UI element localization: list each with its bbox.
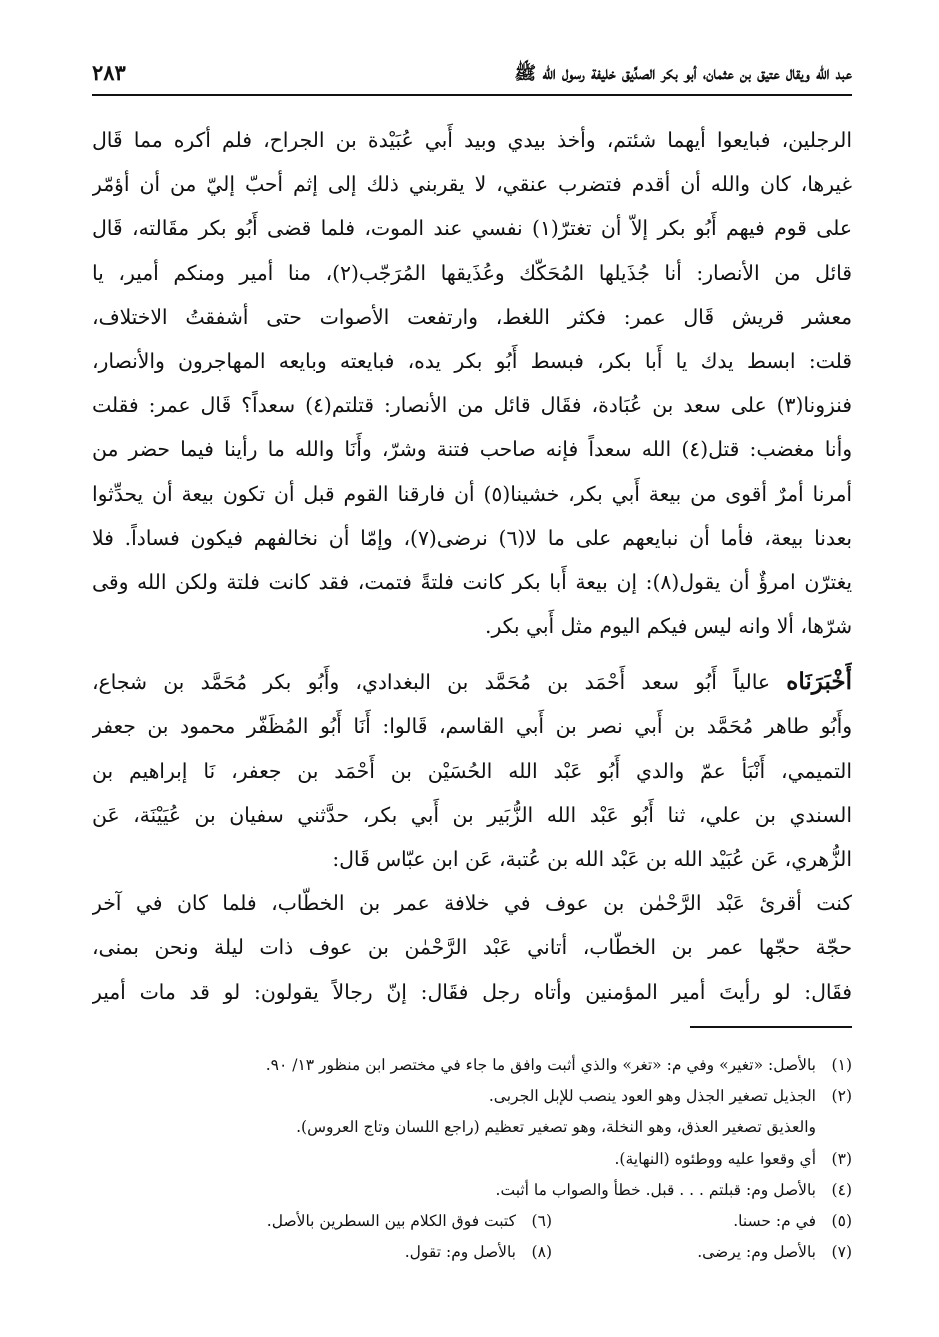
- footnote-number: (٤): [831, 1180, 852, 1199]
- text-line: غيرها، كان والله أن أقدم فتضرب عنقي، لا يقربني ذلك إلى إثم أحبّ إليّ من أن أؤمّر: [92, 172, 852, 197]
- footnote-number: (١): [831, 1056, 852, 1074]
- running-title: عبد الله ويقال عتيق بن عثمان، أبو بكر الصدِّيق خليفة رسول الله ﷺ: [514, 63, 852, 84]
- text-line: بعدنا بيعة، فأما أن نبايعهم على ما لا(٦) نرضى(٧)، وإمّا أن نخالفهم فيكون فساداً. فلا: [92, 525, 852, 550]
- footnote-number: (٨): [531, 1243, 552, 1262]
- footnote-row-7-8: [92, 1237, 852, 1268]
- footnote-2-continuation: والعذيق تصغير العذق، وهو النخلة، وهو تصغير تعظيم (راجع اللسان وتاج العروس).: [296, 1118, 816, 1137]
- footnote-number: (٢): [831, 1087, 852, 1106]
- page-number: ٢٨٣: [92, 60, 126, 85]
- lead-line-rest: عالياً أَبُو سعد أَحْمَد بن مُحَمَّد بن البغدادي، وأَبُو بكر مُحَمَّد بن شجاع،: [92, 670, 787, 695]
- text-line: قلت: ابسط يدك يا أَبا بكر، فبسط أَبُو بكر يده، فبايعته وبايعه المهاجرون والأنصار،: [92, 348, 852, 373]
- footnote-number: (٥): [831, 1211, 852, 1230]
- page-header: [92, 58, 852, 96]
- footnote-text: كتبت فوق الكلام بين السطرين بالأصل.: [266, 1211, 516, 1230]
- footnote-text: بالأصل وم: قبلتم . . . قبل. خطأ والصواب ما أثبت.: [495, 1180, 816, 1199]
- footnote-2: [92, 1081, 852, 1112]
- paragraph-2: [92, 660, 852, 881]
- footnote-text: بالأصل وم: يرضى.: [697, 1243, 816, 1262]
- footnote-4: [92, 1175, 852, 1206]
- text-line: أمرنا أمرٌ أقوى من بيعة أَبي بكر، خشينا(٥) أن فارقنا القوم قبل أن تكون بيعة أن يحدِّثوا: [92, 481, 852, 506]
- paragraph-3: [92, 881, 852, 1014]
- text-line: [92, 660, 852, 704]
- text-line: وأنا مغضب: قتل(٤) الله سعداً فإنه صاحب فتنة وشرّ، وأَنَا والله ما رأينا فيما حضر من: [92, 437, 852, 462]
- footnote-text: الجذيل تصغير الجذل وهو العود ينصب للإبل الجربى.: [488, 1087, 816, 1106]
- footnote-3: [92, 1144, 852, 1175]
- footnote-text: في م: حسنا.: [733, 1211, 816, 1230]
- footnote-text: أي وقعوا عليه ووطئوه (النهاية).: [614, 1149, 816, 1168]
- footnote-separator: [690, 1026, 852, 1028]
- text-line: فنزونا(٣) على سعد بن عُبَادة، فقَال قائل من الأنصار: قتلتم(٤) سعداً؟ قَال عمر: فقلت: [92, 393, 852, 418]
- text-line: الرجلين، فبايعوا أيهما شئتم، وأخذ بيدي وبيد أَبي عُبَيْدة بن الجراح، فلم أكره مما قَال: [92, 128, 852, 152]
- lead-word: أَخْبَرَنَاه: [786, 668, 852, 696]
- footnote-8: [132, 1237, 552, 1268]
- text-line: السندي بن علي، ثنا أَبُو عَبْد الله الزُّبَير بن أَبي بكر، حدَّثني سفيان بن عُيَيْنَة، عَن: [92, 802, 852, 827]
- footnote-6: [132, 1206, 552, 1237]
- text-line: قائل من الأنصار: أنا جُذَيلها المُحَكّك وعُذَيقها المُرَجّب(٢)، منا أمير ومنكم أمير، يا: [92, 260, 852, 285]
- main-text: [92, 118, 852, 1014]
- text-line: معشر قريش قَال عمر: فكثر اللغط، وارتفعت الأصوات حتى أشفقتُ الاختلاف،: [92, 304, 852, 329]
- text-line: شرّها، ألا وانه ليس فيكم اليوم مثل أَبي بكر.: [485, 614, 852, 639]
- footnote-number: (٧): [831, 1243, 852, 1262]
- text-line: وأَبُو طاهر مُحَمَّد بن أَبي نصر بن أَبي القاسم، قَالوا: أَنَا أَبُو المُظَفّر محمود بن جعفر: [92, 714, 852, 739]
- footnote-text: بالأصل: «تغير» وفي م: «تغر» والذي أثبت وافق ما جاء في مختصر ابن منظور ١٣/ ٩٠.: [265, 1056, 816, 1074]
- text-line: على قوم فيهم أَبُو بكر إلاّ أن تغترّ(١) نفسي عند الموت، فلما قضى أَبُو بكر مقَالته، قَال: [92, 216, 852, 241]
- text-line: الزُّهري، عَن عُبَيْد الله بن عَبْد الله بن عُتبة، عَن ابن عبّاس قَال:: [332, 847, 852, 871]
- footnotes: [92, 1050, 852, 1268]
- footnote-row-5-6: [92, 1206, 852, 1237]
- text-line: كنت أقرئ عَبْد الرَّحْمٰن بن عوف في خلافة عمر بن الخطّاب، فلما كان في آخر: [92, 891, 852, 916]
- text-line: يغترّن امرؤٌ أن يقول(٨): إن بيعة أَبا بكر كانت فلتةً فتمت، فقد كانت فلتة ولكن الله وقى: [92, 569, 852, 594]
- footnote-5: [552, 1206, 852, 1237]
- text-line: فقَال: لو رأيتَ أمير المؤمنين وأتاه رجل فقَال: إنّ رجالاً يقولون: لو قد مات أمير: [92, 979, 852, 1004]
- footnote-number: (٣): [831, 1149, 852, 1168]
- paragraph-1: [92, 118, 852, 648]
- text-line: التميمي، أَنْبَأ عمّ والدي أَبُو عَبْد الله الحُسَيْن بن أَحْمَد بن جعفر، نَا إبراهيم بن: [92, 758, 852, 783]
- footnote-1: [92, 1050, 852, 1081]
- footnote-number: (٦): [531, 1211, 552, 1230]
- footnote-7: [552, 1237, 852, 1268]
- text-line: حجّة حجّها عمر بن الخطّاب، أتاني عَبْد الرَّحْمٰن بن عوف ذات ليلة ونحن بمنى،: [92, 935, 852, 960]
- footnote-text: بالأصل وم: تقول.: [404, 1243, 516, 1262]
